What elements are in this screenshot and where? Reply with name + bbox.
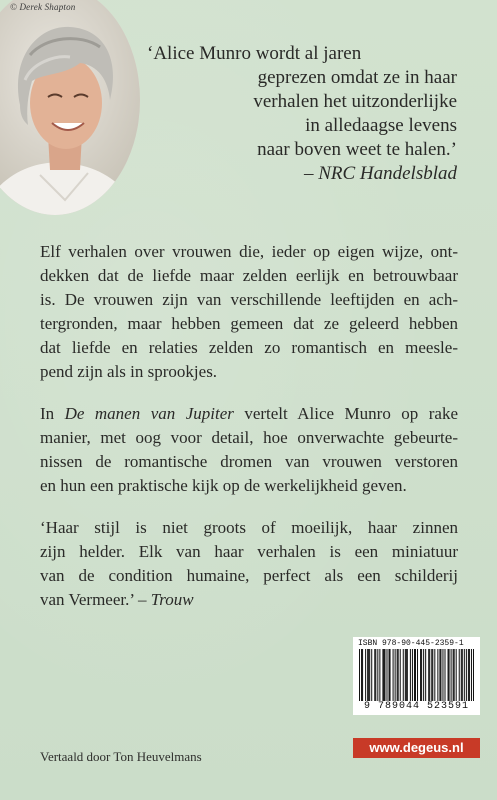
barcode-stripe — [397, 649, 398, 701]
barcode-stripe — [359, 649, 360, 701]
barcode-stripe — [473, 649, 474, 701]
text-line: pend zijn als in sprookjes. — [40, 362, 218, 381]
barcode-stripe — [369, 649, 370, 701]
barcode-stripe — [414, 649, 415, 701]
barcode-stripe — [432, 649, 433, 701]
barcode-stripe — [367, 649, 368, 701]
author-photo — [0, 0, 140, 215]
barcode-stripe — [459, 649, 460, 701]
barcode-stripe — [431, 649, 432, 701]
barcode-stripe — [382, 649, 383, 701]
text-fragment: vertelt Alice Munro op rake — [233, 404, 458, 423]
barcode-stripe — [471, 649, 472, 701]
barcode-stripe — [374, 649, 375, 701]
review-quote — [147, 42, 457, 186]
author-portrait-image — [0, 0, 140, 215]
barcode-stripe — [437, 649, 438, 701]
barcode-stripe — [377, 649, 378, 701]
text-line: en hun een praktische kijk op de werkelijkheid geven. — [40, 476, 407, 495]
text-line: dekken dat de liefde maar zelden eerlijk en betrouwbaar — [40, 266, 458, 285]
barcode-stripe — [454, 649, 455, 701]
barcode-stripe — [442, 649, 443, 701]
barcode-stripe — [390, 649, 391, 701]
barcode-stripe — [365, 649, 366, 701]
barcode-stripe — [379, 649, 380, 701]
text-fragment: van Vermeer.’ – — [40, 590, 151, 609]
barcode-stripe — [395, 649, 396, 701]
barcode-stripe — [468, 649, 469, 701]
barcode-stripe — [371, 649, 372, 701]
book-title: De manen van Jupiter — [64, 404, 234, 423]
barcode-stripe — [425, 649, 426, 701]
quote-line: naar boven weet te halen.’ — [257, 139, 457, 160]
text-line: is. De vrouwen zijn van verschillende leeftijden en ach- — [40, 290, 458, 309]
barcode-stripe — [417, 649, 418, 701]
text-line: manier, met oog voor detail, hoe onverwachte gebeurte- — [40, 428, 458, 447]
text-line: tergronden, maar hebben gemeen dat ze geleerd hebben — [40, 314, 458, 333]
barcode-stripe — [415, 649, 416, 701]
barcode-icon — [359, 649, 474, 701]
barcode-stripe — [421, 649, 422, 701]
barcode-stripe — [451, 649, 452, 701]
barcode-stripe — [362, 649, 363, 701]
translator-credit: Vertaald door Ton Heuvelmans — [40, 749, 202, 764]
quote-line: in alledaagse levens — [305, 115, 457, 136]
barcode-stripe — [448, 649, 449, 701]
publisher-url[interactable]: www.degeus.nl — [353, 738, 480, 758]
barcode-stripe — [428, 649, 429, 701]
barcode-stripe — [461, 649, 462, 701]
barcode-stripe — [466, 649, 467, 701]
barcode-stripe — [429, 649, 430, 701]
barcode-stripe — [405, 649, 406, 701]
barcode-stripe — [469, 649, 470, 701]
quote-source: Trouw — [150, 590, 194, 609]
barcode-stripe — [434, 649, 435, 701]
barcode-label — [353, 637, 480, 715]
barcode-stripe — [423, 649, 424, 701]
barcode-stripe — [464, 649, 465, 701]
text-line: van de condition humaine, perfect als een schilderij — [40, 566, 458, 585]
barcode-stripe — [410, 649, 411, 701]
barcode-stripe — [406, 649, 407, 701]
barcode-stripe — [444, 649, 445, 701]
barcode-stripe — [440, 649, 441, 701]
barcode-stripe — [375, 649, 376, 701]
barcode-stripe — [403, 649, 404, 701]
barcode-stripe — [361, 649, 362, 701]
barcode-stripe — [412, 649, 413, 701]
barcode-stripe — [389, 649, 390, 701]
barcode-stripe — [400, 649, 401, 701]
text-line: dat liefde en relaties zelden zo romantisch en meesle- — [40, 338, 458, 357]
barcode-stripe — [398, 649, 399, 701]
barcode-stripe — [453, 649, 454, 701]
barcode-stripe — [384, 649, 385, 701]
quote-source: – NRC Handelsblad — [303, 163, 457, 184]
isbn-text: ISBN 978-90-445-2359-1 — [358, 639, 464, 648]
barcode-stripe — [456, 649, 457, 701]
barcode-stripe — [449, 649, 450, 701]
quote-line: verhalen het uitzonderlijke — [253, 91, 457, 112]
text-fragment: In — [40, 404, 65, 423]
barcode-stripe — [407, 649, 408, 701]
text-line: nissen de romantische dromen van vrouwen verstoren — [40, 452, 458, 471]
text-line — [40, 402, 458, 426]
barcode-stripe — [368, 649, 369, 701]
quote-line: geprezen omdat ze in haar — [257, 67, 457, 88]
barcode-stripe — [462, 649, 463, 701]
blurb-paragraph-1 — [40, 240, 458, 384]
photo-credit: © Derek Shapton — [10, 2, 76, 12]
blurb — [40, 240, 458, 630]
barcode-digits: 9 789044 523591 — [363, 701, 469, 712]
barcode-stripe — [420, 649, 421, 701]
barcode-stripe — [386, 649, 387, 701]
text-line: ‘Haar stijl is niet groots of moeilijk, haar zinnen — [40, 518, 458, 537]
text-line: zijn helder. Elk van haar verhalen is een miniatuur — [40, 542, 458, 561]
blurb-paragraph-2 — [40, 402, 458, 498]
blurb-paragraph-3 — [40, 516, 458, 612]
text-line: Elf verhalen over vrouwen die, ieder op eigen wijze, ont- — [40, 242, 458, 261]
barcode-stripe — [439, 649, 440, 701]
barcode-stripe — [393, 649, 394, 701]
barcode-stripe — [383, 649, 384, 701]
quote-line: ‘Alice Munro wordt al jaren — [147, 43, 362, 64]
text-line — [40, 588, 458, 612]
